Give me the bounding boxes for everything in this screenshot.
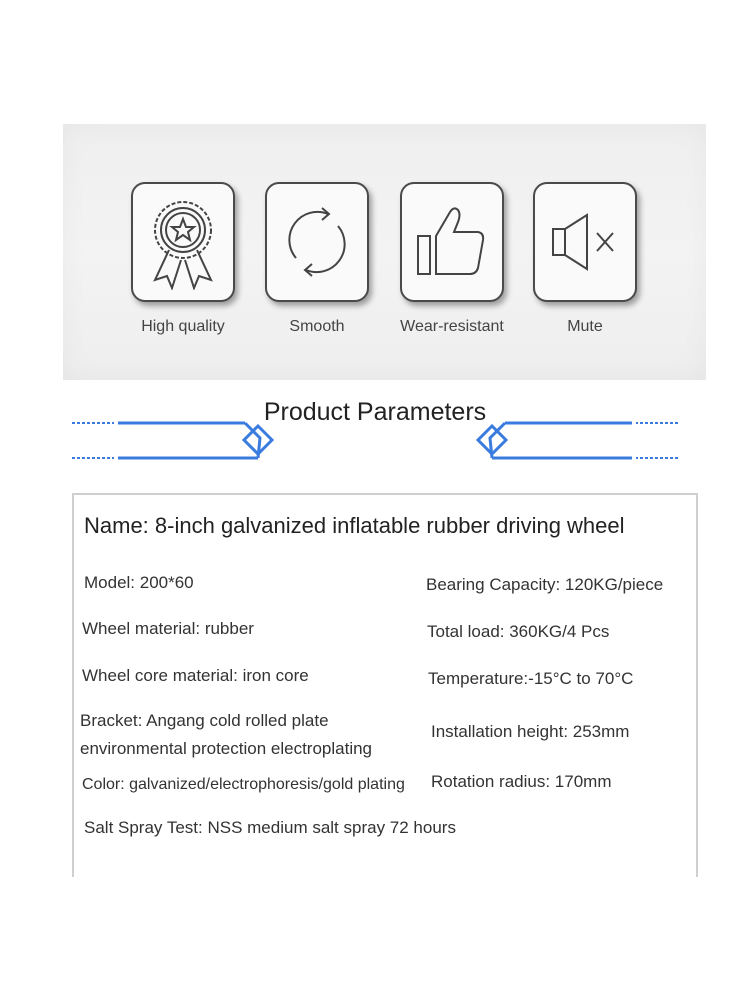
param-total-load: Total load: 360KG/4 Pcs	[427, 622, 610, 641]
param-bearing-capacity: Bearing Capacity: 120KG/piece	[426, 575, 664, 594]
feature-label: High quality	[141, 318, 225, 335]
param-salt-spray: Salt Spray Test: NSS medium salt spray 72 hours	[84, 818, 456, 837]
feature-label: Wear-resistant	[400, 318, 504, 335]
param-color: Color: galvanized/electrophoresis/gold plating	[82, 776, 405, 793]
award-ribbon-icon	[131, 182, 235, 302]
params-table	[72, 493, 698, 877]
feature-smooth	[257, 182, 377, 336]
product-name: Name: 8-inch galvanized inflatable rubber driving wheel	[84, 513, 625, 538]
feature-mute	[525, 182, 645, 336]
rotate-arrows-icon	[265, 182, 369, 302]
param-model: Model: 200*60	[84, 573, 194, 592]
feature-high-quality	[123, 182, 243, 336]
section-title: Product Parameters	[263, 398, 487, 426]
feature-wear-resistant	[392, 182, 512, 336]
speaker-mute-icon	[533, 182, 637, 302]
feature-label: Smooth	[289, 318, 345, 335]
thumbs-up-icon	[400, 182, 504, 302]
param-temperature: Temperature:-15°C to 70°C	[428, 669, 634, 688]
param-bracket: Bracket: Angang cold rolled plate	[80, 711, 329, 730]
section-header	[0, 390, 750, 470]
param-wheel-material: Wheel material: rubber	[82, 619, 254, 638]
param-installation-height: Installation height: 253mm	[431, 722, 630, 741]
param-core-material: Wheel core material: iron core	[82, 666, 309, 685]
param-rotation-radius: Rotation radius: 170mm	[431, 772, 612, 791]
param-bracket-2: environmental protection electroplating	[80, 739, 373, 758]
feature-panel	[63, 124, 706, 380]
feature-label: Mute	[567, 318, 603, 335]
